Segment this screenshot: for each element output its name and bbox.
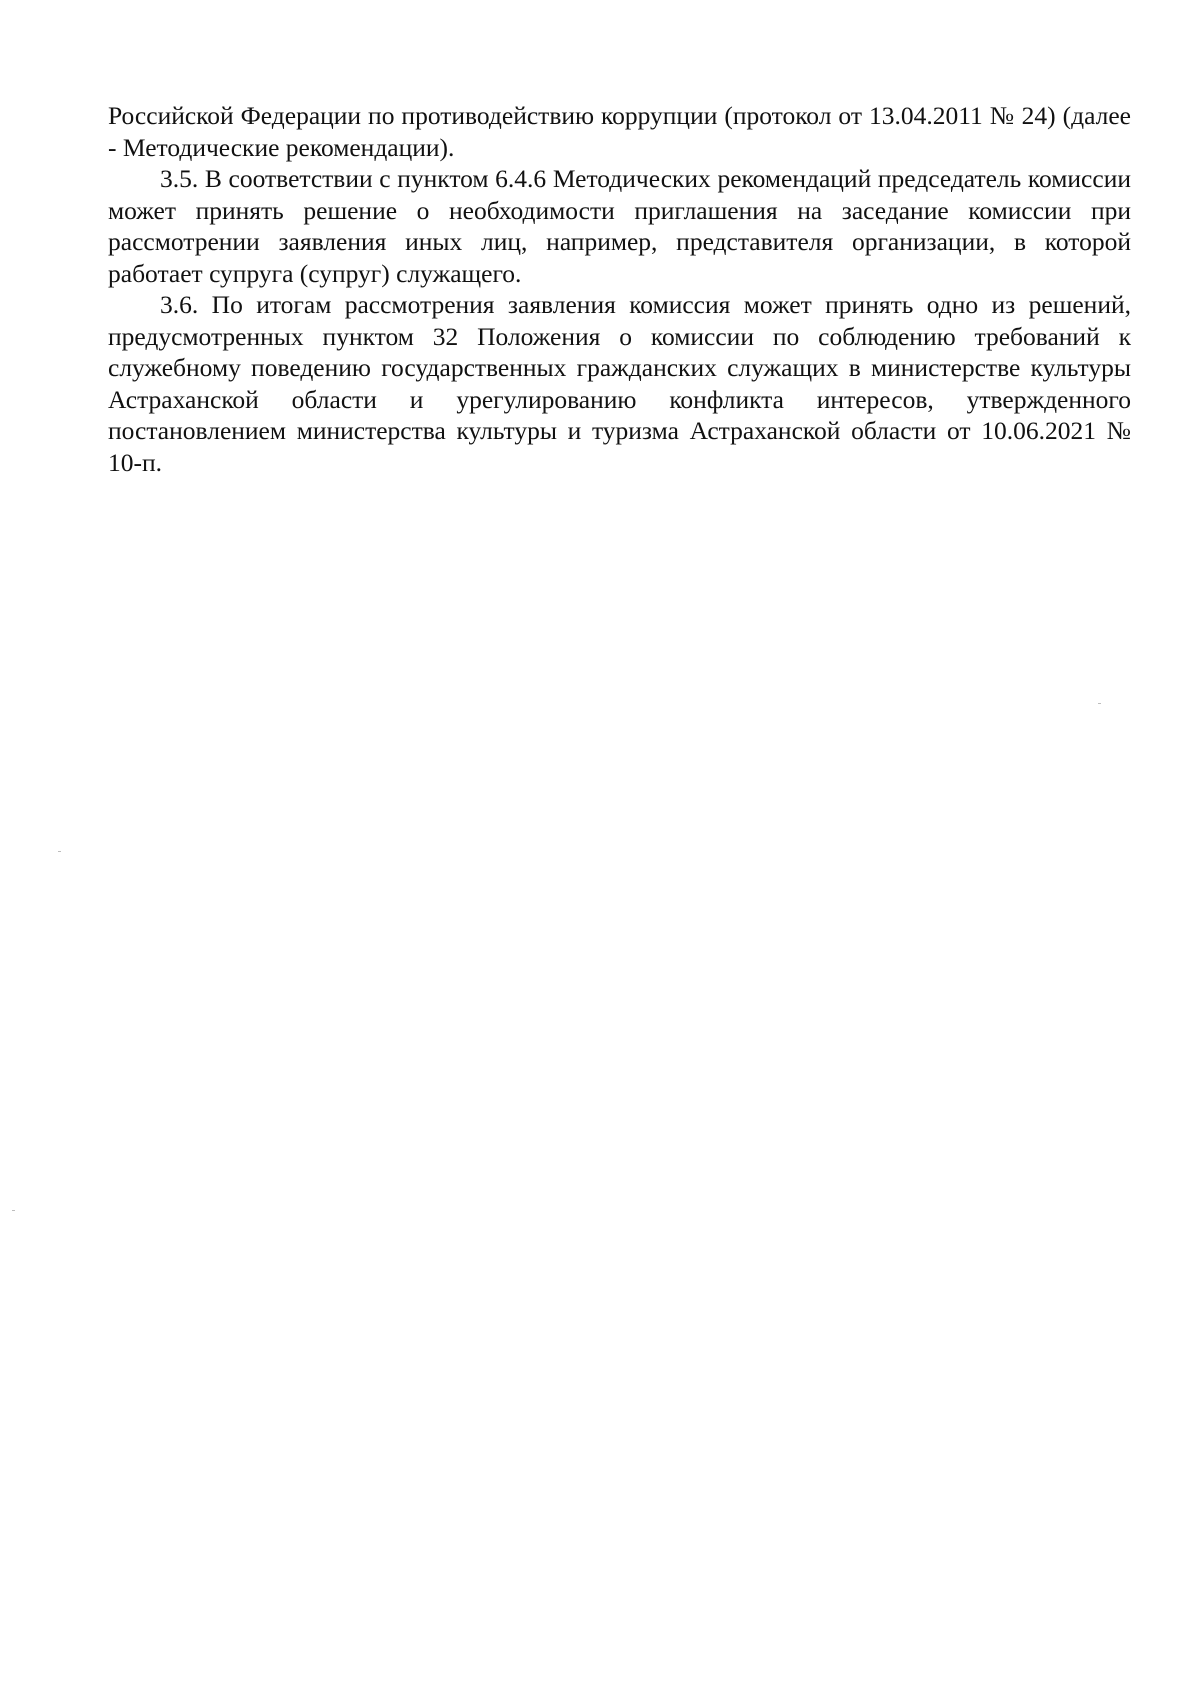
scan-speck [12,1210,15,1211]
scan-speck [1098,703,1101,704]
paragraph-3-5: 3.5. В соответствии с пунктом 6.4.6 Методических рекомендаций председатель комиссии может принять решение о необходимости приглашения на заседание комиссии при рассмотрении заявления иных лиц, например, представителя организации, в которой работает супруга (супруг) служащего. [108,164,1131,288]
paragraph-continuation: Российской Федерации по противодействию коррупции (протокол от 13.04.2011 № 24) (далее - Методические рекомендации). [108,101,1131,162]
document-body [108,100,1131,478]
scan-speck [58,851,61,852]
paragraph-3-6: 3.6. По итогам рассмотрения заявления комиссия может принять одно из решений, предусмотренных пунктом 32 Положения о комиссии по соблюдению требований к служебному поведению государственных гражданских служащих в министерстве культуры Астраханской области и урегулированию конфликта интересов, утвержденного постановлением министерства культуры и туризма Астраханской области от 10.06.2021 № 10-п. [108,290,1131,477]
